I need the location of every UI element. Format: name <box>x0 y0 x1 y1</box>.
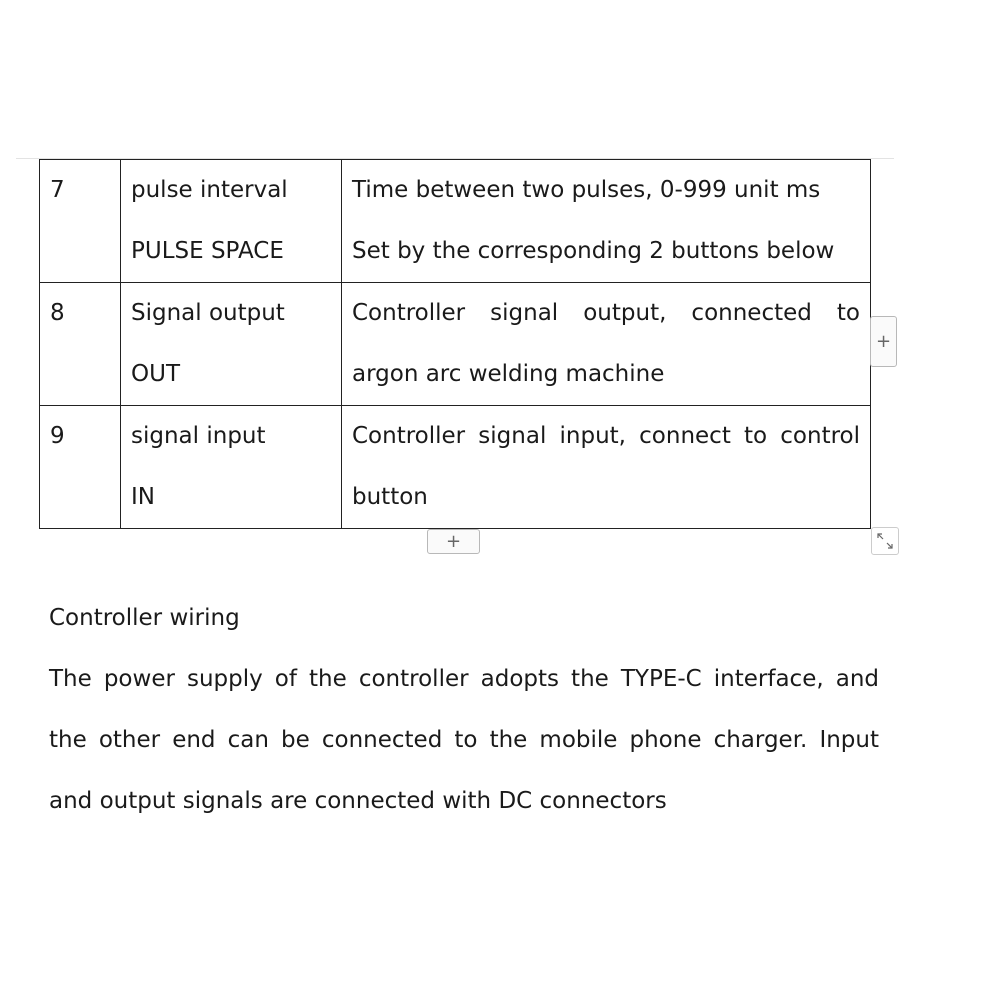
row-name-line: IN <box>131 484 155 510</box>
row-number: 9 <box>50 423 65 449</box>
row-name-line: Signal output <box>131 300 285 326</box>
row-description-line: Time between two pulses, 0-999 unit ms <box>352 177 821 203</box>
plus-icon: + <box>875 331 892 352</box>
row-name-line: signal input <box>131 423 266 449</box>
row-description-line: Controller signal input, connect to control <box>352 423 860 449</box>
row-description-line: button <box>352 484 428 510</box>
table-row <box>40 406 871 529</box>
add-row-button[interactable] <box>870 316 897 367</box>
row-name-line: pulse interval <box>131 177 288 203</box>
table-row <box>40 283 871 406</box>
row-description-cell[interactable] <box>342 283 871 406</box>
paragraph-line: The power supply of the controller adopts the TYPE-C interface, and <box>49 666 879 692</box>
row-number-cell[interactable] <box>40 406 121 529</box>
paragraph-line: and output signals are connected with DC connectors <box>49 788 667 814</box>
row-number-cell[interactable] <box>40 160 121 283</box>
spec-table <box>39 159 871 529</box>
table-resize-handle[interactable] <box>871 527 899 555</box>
row-description-line: argon arc welding machine <box>352 361 665 387</box>
row-name-cell[interactable] <box>121 160 342 283</box>
row-description-cell[interactable] <box>342 406 871 529</box>
row-name-cell[interactable] <box>121 406 342 529</box>
section-paragraph <box>49 649 879 832</box>
section-heading: Controller wiring <box>49 605 240 631</box>
row-description-cell[interactable] <box>342 160 871 283</box>
row-name-line: PULSE SPACE <box>131 238 284 264</box>
row-name-line: OUT <box>131 361 180 387</box>
resize-diagonal-icon <box>875 531 895 551</box>
add-column-button[interactable] <box>427 529 480 554</box>
row-number-cell[interactable] <box>40 283 121 406</box>
row-description-line: Set by the corresponding 2 buttons below <box>352 238 835 264</box>
plus-icon: + <box>445 531 462 552</box>
row-name-cell[interactable] <box>121 283 342 406</box>
row-description-line: Controller signal output, connected to <box>352 300 860 326</box>
row-number: 8 <box>50 300 65 326</box>
table-row <box>40 160 871 283</box>
row-number: 7 <box>50 177 65 203</box>
paragraph-line: the other end can be connected to the mobile phone charger. Input <box>49 727 879 753</box>
